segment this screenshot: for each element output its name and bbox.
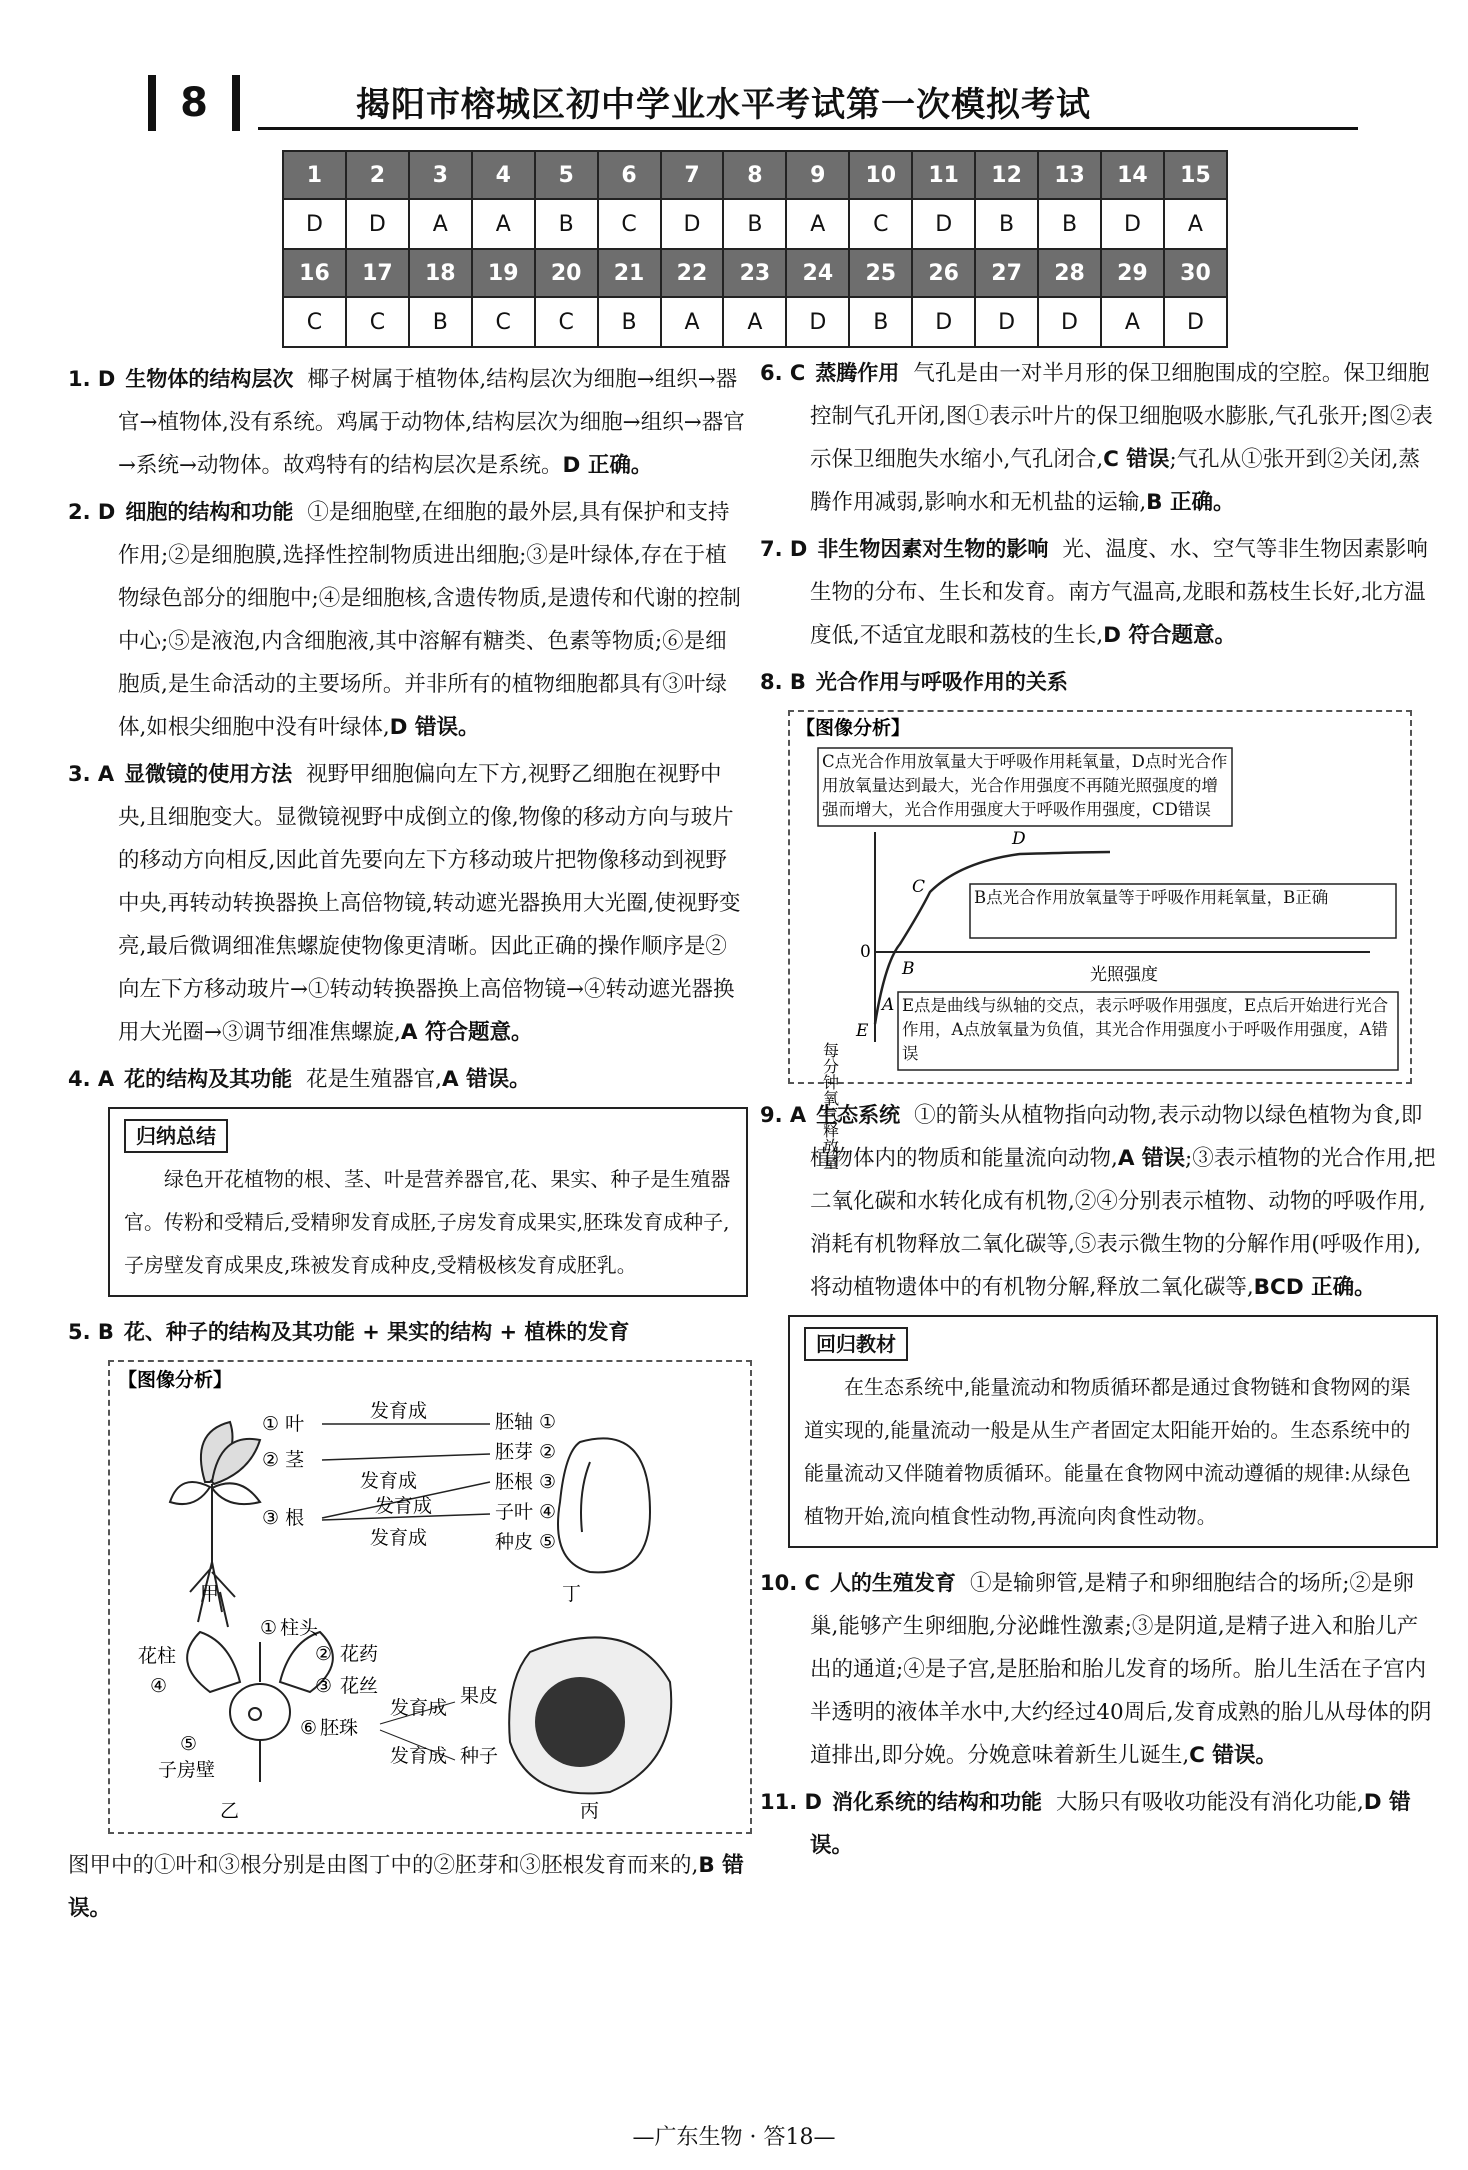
answer-table [282,150,1228,348]
answer-cell: D [786,297,849,347]
answer-cell: B [598,297,661,347]
item-conclusion: D 符合题意。 [1103,623,1237,648]
num: ① [260,1617,278,1639]
item-conclusion: D 正确。 [562,453,653,478]
label-stem: ② 茎 [262,1449,305,1471]
answer-cell: D [912,297,975,347]
caption-ding: 丁 [562,1583,582,1605]
plant-diagram [110,1362,750,1832]
note-c: C点光合作用放氧量大于呼吸作用耗氧量，D点时光合作用放氧量达到最大，光合作用强度不再随光照强度的增强而增大，光合作用强度大于呼吸作用强度，CD错误 [822,752,1228,819]
answer-cell: 14 [1101,151,1164,199]
label-leaf: ① 叶 [262,1413,305,1435]
item-number: 3. A [68,762,115,786]
item-keyword: 人的生殖发育 [829,1571,956,1595]
item-number: 5. B [68,1320,114,1344]
answer-cell: A [472,199,535,249]
answer-cell: 2 [346,151,409,199]
box-title: 归纳总结 [124,1119,228,1153]
caption-bing: 丙 [580,1800,600,1822]
point-b: B [902,959,915,979]
item-text: 椰子树属于植物体,结构层次为细胞→组织→器官→植物体,没有系统。鸡属于动物体,结构层次为细胞→组织→器官→系统→动物体。故鸡特有的结构层次是系统。 [118,367,745,478]
answer-cell: 13 [1038,151,1101,199]
page-title: 揭阳市榕城区初中学业水平考试第一次模拟考试 [356,85,1091,125]
item-text: 视野甲细胞偏向左下方,视野乙细胞在视野中央,且细胞变大。显微镜视野中成倒立的像,物像的移动方向与玻片的移动方向相反,因此首先要向左下方移动玻片把物像移动到视野中央,再转动转换器换上高倍物镜,转动遮光器换用大光圈,使视野变亮,最后微调细准焦螺旋使物像更清晰。因此正确的操作顺序是②向左下方移动玻片→①转动转换器换上高倍物镜→④转动遮光器换用大光圈→③调节细准焦螺旋, [118,762,741,1045]
answer-item-11 [760,1781,1438,1867]
box-title: 回归教材 [804,1327,908,1361]
item-text: 图甲中的①叶和③根分别是由图丁中的②胚芽和③胚根发育而来的, [68,1853,699,1878]
label-seedcoat: 种皮 ⑤ [495,1531,557,1553]
arrow-label: 发育成 [375,1495,433,1517]
label-cotyledon: 子叶 ④ [495,1501,557,1523]
answer-cell: A [661,297,724,347]
item-number: 11. D [760,1790,822,1814]
answer-cell: 18 [409,249,472,297]
label-hypocotyl: 胚轴 ① [495,1411,557,1433]
answer-cell: 21 [598,249,661,297]
answer-cell: D [1038,297,1101,347]
item-keyword: 光合作用与呼吸作用的关系 [815,670,1068,694]
answer-cell: D [661,199,724,249]
item-conclusion: C 错误 [1103,447,1170,472]
answer-cell: 20 [535,249,598,297]
answer-item-3 [68,753,748,1054]
label-stigma: 柱头 [280,1617,319,1639]
arrow-label: 发育成 [370,1400,428,1422]
answer-cell: B [1038,199,1101,249]
item-keyword: 生态系统 [816,1103,901,1127]
answer-cell: C [472,297,535,347]
item-conclusion: C 错误。 [1189,1743,1277,1768]
answer-item-10 [760,1562,1438,1777]
item-conclusion: A 错误。 [442,1067,531,1092]
answer-item-6 [760,352,1438,524]
answer-cell: D [283,199,346,249]
fig-title: 【图像分析】 [118,1369,233,1391]
item-keyword: 花、种子的结构及其功能 + 果实的结构 + 植株的发育 [123,1320,630,1344]
answer-number-row [283,151,1227,199]
answer-cell: B [723,199,786,249]
num: ③ [315,1675,333,1697]
answer-cell: C [849,199,912,249]
fig-title: 【图像分析】 [796,717,911,739]
item-keyword: 细胞的结构和功能 [125,500,294,524]
label-filament: 花丝 [340,1675,379,1697]
answer-cell: A [786,199,849,249]
note-b: B点光合作用放氧量等于呼吸作用耗氧量，B正确 [974,888,1329,907]
answer-cell: D [912,199,975,249]
num: ⑤ [180,1733,198,1755]
arrow-label: 发育成 [390,1745,448,1767]
answer-cell: C [535,297,598,347]
box-text: 在生态系统中,能量流动和物质循环都是通过食物链和食物网的渠道实现的,能量流动一般是从生产者固定太阳能开始的。生态系统中的能量流动又伴随着物质循环。能量在食物网中流动遵循的规律:从绿色植物开始,流向植食性动物,再流向肉食性动物。 [804,1375,1411,1528]
item-number: 6. C [760,361,806,385]
box-text: 绿色开花植物的根、茎、叶是营养器官,花、果实、种子是生殖器官。传粉和受精后,受精卵发育成胚,子房发育成果实,胚珠发育成种子,子房壁发育成果皮,珠被发育成种皮,受精极核发育成胚乳。 [124,1167,731,1277]
answer-cell: 29 [1101,249,1164,297]
answer-cell: A [1164,199,1227,249]
right-column [760,352,1438,1871]
answer-cell: 26 [912,249,975,297]
answer-cell: C [283,297,346,347]
answer-cell: D [1101,199,1164,249]
answer-cell: D [346,199,409,249]
point-c: C [912,877,926,897]
item-keyword: 非生物因素对生物的影响 [817,537,1049,561]
arrow-label: 发育成 [390,1697,448,1719]
answer-cell: 11 [912,151,975,199]
label-seed: 种子 [460,1745,499,1767]
answer-item-8 [760,661,1438,704]
item-conclusion: D 错误。 [389,715,480,740]
item-keyword: 蒸腾作用 [815,361,900,385]
answer-cell: 8 [723,151,786,199]
answer-cell: B [535,199,598,249]
page-footer: —广东生物 · 答18— [632,2125,836,2150]
num: ④ [150,1675,168,1697]
arrow-label: 发育成 [370,1527,428,1549]
item-keyword: 生物体的结构层次 [125,367,294,391]
answer-cell: 5 [535,151,598,199]
item-number: 1. D [68,367,116,391]
num: ② [315,1643,333,1665]
answer-cell: 23 [723,249,786,297]
item-conclusion: B 错误。 [68,1853,744,1921]
answer-cell: 3 [409,151,472,199]
answer-item-4 [68,1058,748,1101]
item-keyword: 显微镜的使用方法 [124,762,293,786]
item-number: 8. B [760,670,806,694]
item-text: ①是输卵管,是精子和卵细胞结合的场所;②是卵巢,能够产生卵细胞,分泌雌性激素;③是阴道,是精子进入和胎儿产出的通道;④是子宫,是胚胎和胎儿发育的场所。胎儿生活在子宫内半透明的液体羊水中,大约经过40周后,发育成熟的胎儿从母体的阴道排出,即分娩。分娩意味着新生儿诞生, [810,1571,1432,1768]
item-conclusion: D 错误。 [810,1790,1411,1858]
answer-cell: 30 [1164,249,1227,297]
answer-cell: 7 [661,151,724,199]
answer-cell: A [409,199,472,249]
answer-row [283,297,1227,347]
caption-yi: 乙 [220,1800,240,1822]
left-column [68,358,748,1930]
point-a: A [882,995,895,1015]
answer-cell: 4 [472,151,535,199]
answer-cell: 6 [598,151,661,199]
label-plumule: 胚芽 ② [495,1441,557,1463]
item-number: 9. A [760,1103,807,1127]
answer-cell: 1 [283,151,346,199]
item-conclusion: BCD 正确。 [1253,1275,1376,1300]
answer-item-7 [760,528,1438,657]
item-number: 10. C [760,1571,820,1595]
answer-cell: 22 [661,249,724,297]
item-text: 光、温度、水、空气等非生物因素影响生物的分布、生长和发育。南方气温高,龙眼和荔枝生长好,北方温度低,不适宜龙眼和荔枝的生长, [810,537,1428,648]
page-header [148,75,1358,131]
item-keyword: 花的结构及其功能 [124,1067,293,1091]
item-number: 7. D [760,537,808,561]
y-axis-label: 每分钟氧气释放量 [820,1042,840,1170]
item-conclusion: B 正确。 [1146,490,1235,515]
answer-cell: 12 [975,151,1038,199]
item-keyword: 消化系统的结构和功能 [831,1790,1042,1814]
answer-cell: 24 [786,249,849,297]
header-rule [258,127,1358,130]
item-text: ①是细胞壁,在细胞的最外层,具有保护和支持作用;②是细胞膜,选择性控制物质进出细胞;③是叶绿体,存在于植物绿色部分的细胞中;④是细胞核,含遗传物质,是遗传和代谢的控制中心;⑤是液泡,内含细胞液,其中溶解有糖类、色素等物质;⑥是细胞质,是生命活动的主要场所。并非所有的植物细胞都具有③叶绿体,如根尖细胞中没有叶绿体, [118,500,741,740]
answer-cell: 9 [786,151,849,199]
item-text: ;气孔从①张开到②关闭,蒸腾作用减弱,影响水和无机盐的运输, [810,447,1421,515]
answer-cell: D [1164,297,1227,347]
answer-cell: 25 [849,249,912,297]
section-badge: 8 [148,75,240,131]
answer-cell: 19 [472,249,535,297]
answer-item-5 [68,1311,748,1354]
label-ovary-wall: 子房壁 [158,1759,216,1781]
answer-cell: 10 [849,151,912,199]
answer-row [283,199,1227,249]
answer-cell: 28 [1038,249,1101,297]
bean-seed-drawing [558,1438,650,1572]
answer-item-9 [760,1094,1438,1309]
answer-cell: 16 [283,249,346,297]
item-number: 4. A [68,1067,115,1091]
summary-box [108,1107,748,1297]
item-number: 2. D [68,500,116,524]
label-pericarp: 果皮 [460,1685,499,1707]
caption-jia: 甲 [200,1583,220,1605]
label-root: ③ 根 [262,1507,305,1529]
answer-cell: B [975,199,1038,249]
item-text: ①的箭头从植物指向动物,表示动物以绿色植物为食,即植物体内的物质和能量流向动物, [810,1103,1423,1171]
answer-cell: 15 [1164,151,1227,199]
answer-cell: C [346,297,409,347]
label-radicle: 胚根 ③ [495,1471,557,1493]
num: ⑥ [300,1717,318,1739]
answer-cell: 27 [975,249,1038,297]
answer-cell: B [409,297,472,347]
answer-cell: 17 [346,249,409,297]
point-e: E [856,1021,869,1041]
answer-cell: B [849,297,912,347]
textbook-box [788,1315,1438,1548]
answer-number-row [283,249,1227,297]
label-anther: 花药 [340,1643,379,1665]
origin: 0 [860,942,871,962]
answer-cell: A [1101,297,1164,347]
item-conclusion: A 错误 [1117,1146,1185,1171]
item-text: 花是生殖器官, [306,1067,442,1092]
arrow-label: 发育成 [360,1470,418,1492]
answer-item-2 [68,491,748,749]
item-text: 大肠只有吸收功能没有消化功能, [1055,1790,1364,1815]
answer-cell: C [598,199,661,249]
answer-cell: D [975,297,1038,347]
item-conclusion: A 符合题意。 [400,1020,533,1045]
x-axis-label: 光照强度 [1090,965,1158,985]
note-e: E点是曲线与纵轴的交点，表示呼吸作用强度，E点后开始进行光合作用，A点放氧量为负值，其光合作用强度小于呼吸作用强度，A错误 [902,996,1389,1063]
answer-item-5-text [68,1844,748,1930]
point-d: D [1012,829,1026,849]
label-ovule: 胚珠 [320,1717,359,1739]
item-text: 气孔是由一对半月形的保卫细胞围成的空腔。保卫细胞控制气孔开闭,图①表示叶片的保卫细胞吸水膨胀,气孔张开;图②表示保卫细胞失水缩小,气孔闭合, [810,361,1433,472]
plant-figure [108,1360,752,1834]
item-text: ;③表示植物的光合作用,把二氧化碳和水转化成有机物,②④分别表示植物、动物的呼吸作用,消耗有机物释放二氧化碳等,⑤表示微生物的分解作用(呼吸作用),将动植物遗体中的有机物分解,释放二氧化碳等, [810,1146,1436,1300]
answer-item-1 [68,358,748,487]
label-style: 花柱 [138,1645,177,1667]
answer-cell: A [723,297,786,347]
